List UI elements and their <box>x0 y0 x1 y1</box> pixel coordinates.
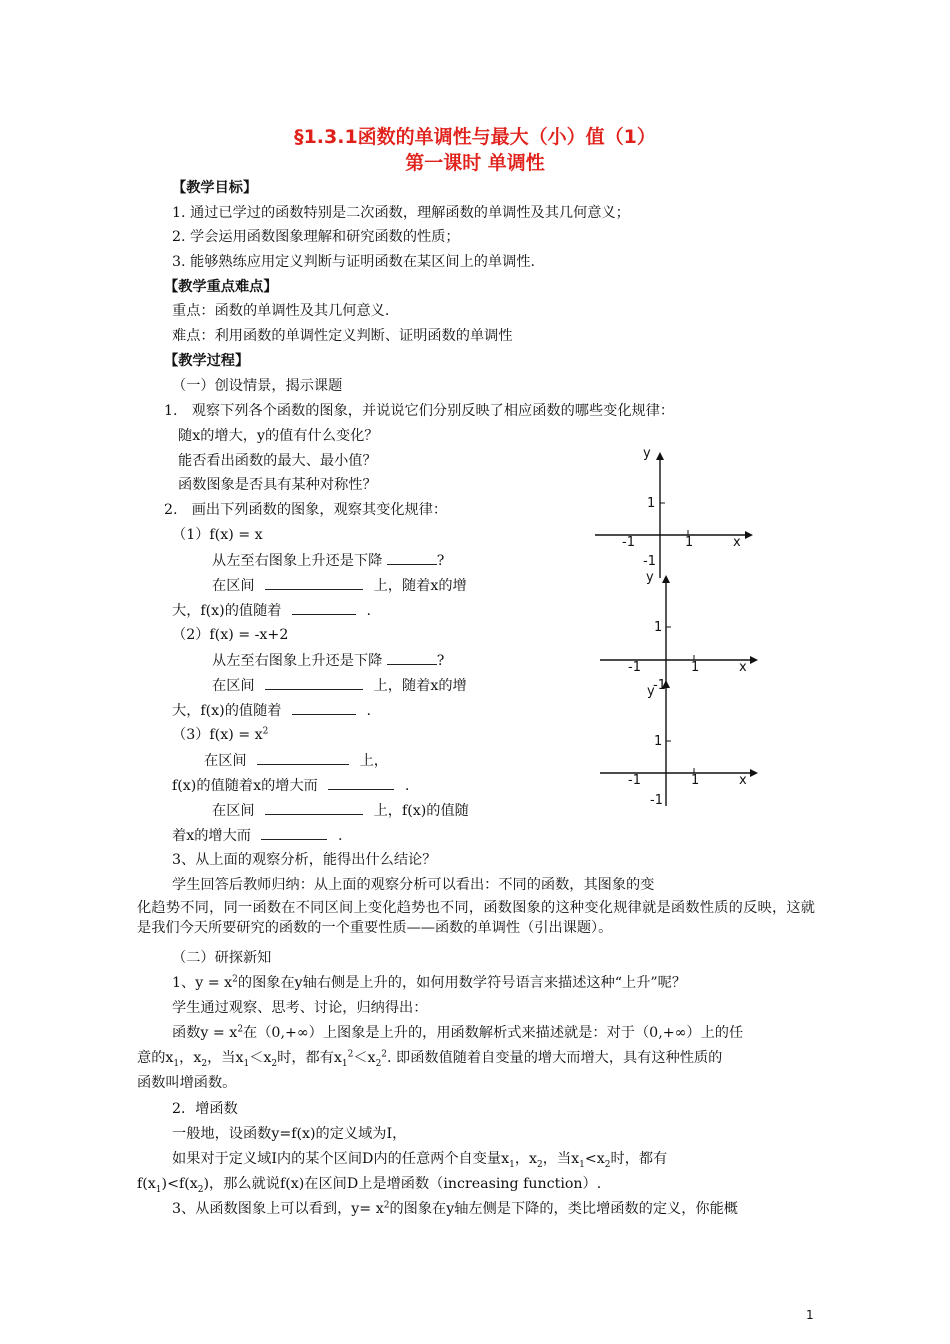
blank <box>328 775 394 790</box>
y-neg-tick-label: -1 <box>650 793 663 808</box>
x-arrow <box>745 531 753 539</box>
keypoints-heading: 【教学重点难点】 <box>164 279 278 295</box>
x-pos-tick-label: 1 <box>691 773 700 788</box>
f3-label <box>172 725 268 745</box>
text: 意的x <box>137 1050 174 1066</box>
part2-title: （二）研探新知 <box>172 950 272 966</box>
period: . <box>366 703 371 719</box>
x-pos-tick-label: 1 <box>691 660 700 675</box>
subscript: 1 <box>173 1058 180 1069</box>
subscript: 1 <box>155 1184 162 1195</box>
blank <box>265 800 363 815</box>
objective-item: 2. 学会运用函数图象理解和研究函数的性质； <box>172 229 460 245</box>
text: ，当x <box>542 1151 580 1167</box>
part1-title: （一）创设情景，揭示课题 <box>172 378 343 394</box>
f1-line1-text: 从左至右图象上升还是下降 <box>212 553 383 569</box>
blank <box>265 575 363 590</box>
x-arrow <box>750 656 758 664</box>
text: 着x的增大而 <box>172 828 251 844</box>
section2-para-b <box>172 1149 667 1169</box>
text: 从左至右图象上升还是下降 <box>212 653 383 669</box>
superscript: 2 <box>232 974 238 985</box>
part2-para1 <box>172 973 686 993</box>
question-1c: 函数图象是否具有某种对称性？ <box>178 477 377 493</box>
page-title: §1.3.1函数的单调性与最大（小）值（1） <box>294 126 656 148</box>
f1-line3 <box>172 600 371 621</box>
y-arrow <box>656 452 664 460</box>
x-pos-tick-label: 1 <box>685 535 694 550</box>
f3-line1 <box>204 750 388 771</box>
f2-line2 <box>212 675 467 696</box>
f3-line4 <box>172 825 343 846</box>
subscript: 2 <box>201 1058 208 1069</box>
answer-first-line: 学生回答后教师归纳：从上面的观察分析可以看出：不同的函数，其图象的变 <box>172 877 655 893</box>
subscript: 2 <box>197 1184 204 1195</box>
period: . <box>337 828 343 844</box>
text: 的图象在y轴右侧是上升的，如何用数学符号语言来描述这种“上升”呢？ <box>237 975 687 991</box>
text: )<f(x <box>161 1176 198 1192</box>
question-mark: ? <box>436 653 445 669</box>
x-arrow <box>750 769 758 777</box>
text: . 即函数值随着自变量的增大而增大，具有这种性质的 <box>387 1050 723 1066</box>
y-tick-label: 1 <box>654 734 663 749</box>
coordinate-axes-2 <box>590 565 770 685</box>
text: 在（0,+∞）上图象是上升的，用函数解析式来描述就是：对于（0,+∞）上的任 <box>243 1025 744 1041</box>
x-label: x <box>739 773 747 788</box>
text: ，x <box>179 1050 202 1066</box>
coordinate-axes-1 <box>585 440 765 580</box>
text: 如果对于定义域I内的某个区间D内的任意两个自变量x <box>172 1151 510 1167</box>
text: 3、从函数图象上可以看到，y= x <box>172 1201 384 1217</box>
objective-item: 1. 通过已学过的函数特别是二次函数，理解函数的单调性及其几何意义； <box>172 205 630 221</box>
f1-label: （1）f(x) = x <box>172 527 263 543</box>
text: ，x <box>514 1151 538 1167</box>
x-neg-tick-label: -1 <box>622 535 635 550</box>
page-subtitle: 第一课时 单调性 <box>405 152 545 174</box>
y-label: y <box>643 446 651 461</box>
text: 在区间 <box>212 578 255 594</box>
x-label: x <box>739 660 747 675</box>
blank <box>292 600 356 615</box>
text: ＜x <box>353 1050 376 1066</box>
text: 时，都有x <box>277 1050 342 1066</box>
subscript: 2 <box>271 1058 278 1069</box>
text: （3）f(x) = x <box>172 727 263 743</box>
text: 在区间 <box>212 678 255 694</box>
text: 的图象在y轴左侧是下降的，类比增函数的定义，你能概 <box>389 1201 738 1217</box>
process-heading: 【教学过程】 <box>164 353 250 369</box>
section2-title: 2．增函数 <box>172 1101 238 1117</box>
blank <box>265 675 363 690</box>
x-label: x <box>733 535 741 550</box>
question-1: 1. 观察下列各个函数的图象，并说说它们分别反映了相应函数的哪些变化规律： <box>164 403 675 419</box>
blank <box>261 825 327 840</box>
period: . <box>404 778 410 794</box>
text: 上，随着x的增 <box>373 578 467 594</box>
superscript: 2 <box>262 726 269 737</box>
answer-rest: 化趋势不同，同一函数在不同区间上变化趋势也不同，函数图象的这种变化规律就是函数性质的反映，这就是我们今天所要研究的函数的一个重要性质——函数的单调性（引出课题）。 <box>137 900 815 936</box>
part2-para3 <box>172 1023 743 1043</box>
question-3: 3、从上面的观察分析，能得出什么结论？ <box>172 852 437 868</box>
text: 上，f(x)的值随 <box>373 803 469 819</box>
text: 在区间 <box>204 753 247 769</box>
section2-para-c <box>137 1174 601 1194</box>
period: . <box>366 603 371 619</box>
difficulty-text: 难点：利用函数的单调性定义判断、证明函数的单调性 <box>172 328 513 344</box>
text: 在区间 <box>212 803 255 819</box>
text: 大，f(x)的值随着 <box>172 603 282 619</box>
y-label: y <box>646 570 654 585</box>
text: 函数y = x <box>172 1025 238 1041</box>
f3-line2 <box>172 775 409 796</box>
y-tick-label: 1 <box>647 496 656 511</box>
text: <x <box>584 1151 605 1167</box>
page-number: 1 <box>806 1308 814 1322</box>
question-1a: 随x的增大，y的值有什么变化？ <box>178 428 379 444</box>
focus-text: 重点：函数的单调性及其几何意义. <box>172 303 390 319</box>
subscript: 2 <box>375 1058 382 1069</box>
y-label: y <box>647 684 655 699</box>
f3-line3 <box>212 800 469 821</box>
y-neg-tick-label-prev: -1 <box>653 678 666 693</box>
x-neg-tick-label: -1 <box>628 660 641 675</box>
text: ＜x <box>249 1050 272 1066</box>
subscript: 1 <box>509 1159 515 1170</box>
text: 时，都有 <box>610 1151 668 1167</box>
coordinate-axes-3 <box>590 678 770 808</box>
text: ，当x <box>207 1050 244 1066</box>
question-mark: ? <box>436 553 445 569</box>
blank <box>257 750 349 765</box>
text: 1、y = x <box>172 975 233 991</box>
f2-line3 <box>172 700 371 721</box>
blank <box>387 550 437 565</box>
section2-para-a: 一般地，设函数y=f(x)的定义域为I， <box>172 1126 407 1142</box>
subscript: 1 <box>341 1058 348 1069</box>
part2-para2: 学生通过观察、思考、讨论，归纳得出： <box>172 1000 428 1016</box>
f1-line2 <box>212 575 467 596</box>
superscript: 2 <box>383 1200 390 1211</box>
f1-line1 <box>212 550 444 571</box>
objective-item: 3. 能够熟练应用定义判断与证明函数在某区间上的单调性. <box>172 254 536 270</box>
superscript: 2 <box>347 1049 354 1060</box>
x-neg-tick-label: -1 <box>628 773 641 788</box>
y-tick-label: 1 <box>654 620 663 635</box>
blank <box>387 650 437 665</box>
subscript: 2 <box>604 1159 611 1170</box>
question-2: 2. 画出下列函数的图象，观察其变化规律： <box>164 502 448 518</box>
part2-para3-cont <box>137 1048 722 1068</box>
objectives-heading: 【教学目标】 <box>172 180 258 196</box>
superscript: 2 <box>237 1024 244 1035</box>
subscript: 1 <box>579 1159 585 1170</box>
blank <box>292 700 356 715</box>
subscript: 1 <box>243 1058 250 1069</box>
subscript: 2 <box>537 1159 543 1170</box>
text: )，那么就说f(x)在区间D上是增函数（increasing function）. <box>203 1176 602 1192</box>
text: 上，随着x的增 <box>373 678 467 694</box>
superscript: 2 <box>381 1049 388 1060</box>
f2-label: （2）f(x) = -x+2 <box>172 627 289 643</box>
part2-para3-end: 函数叫增函数。 <box>137 1075 237 1091</box>
text: 上， <box>359 753 388 769</box>
y-arrow <box>662 575 670 583</box>
question-1b: 能否看出函数的最大、最小值？ <box>178 453 377 469</box>
text: 大，f(x)的值随着 <box>172 703 282 719</box>
section3-para <box>172 1199 738 1219</box>
y-neg-tick-label: -1 <box>643 554 656 569</box>
text: f(x <box>137 1176 156 1192</box>
f2-line1 <box>212 650 444 671</box>
text: f(x)的值随着x的增大而 <box>172 778 318 794</box>
